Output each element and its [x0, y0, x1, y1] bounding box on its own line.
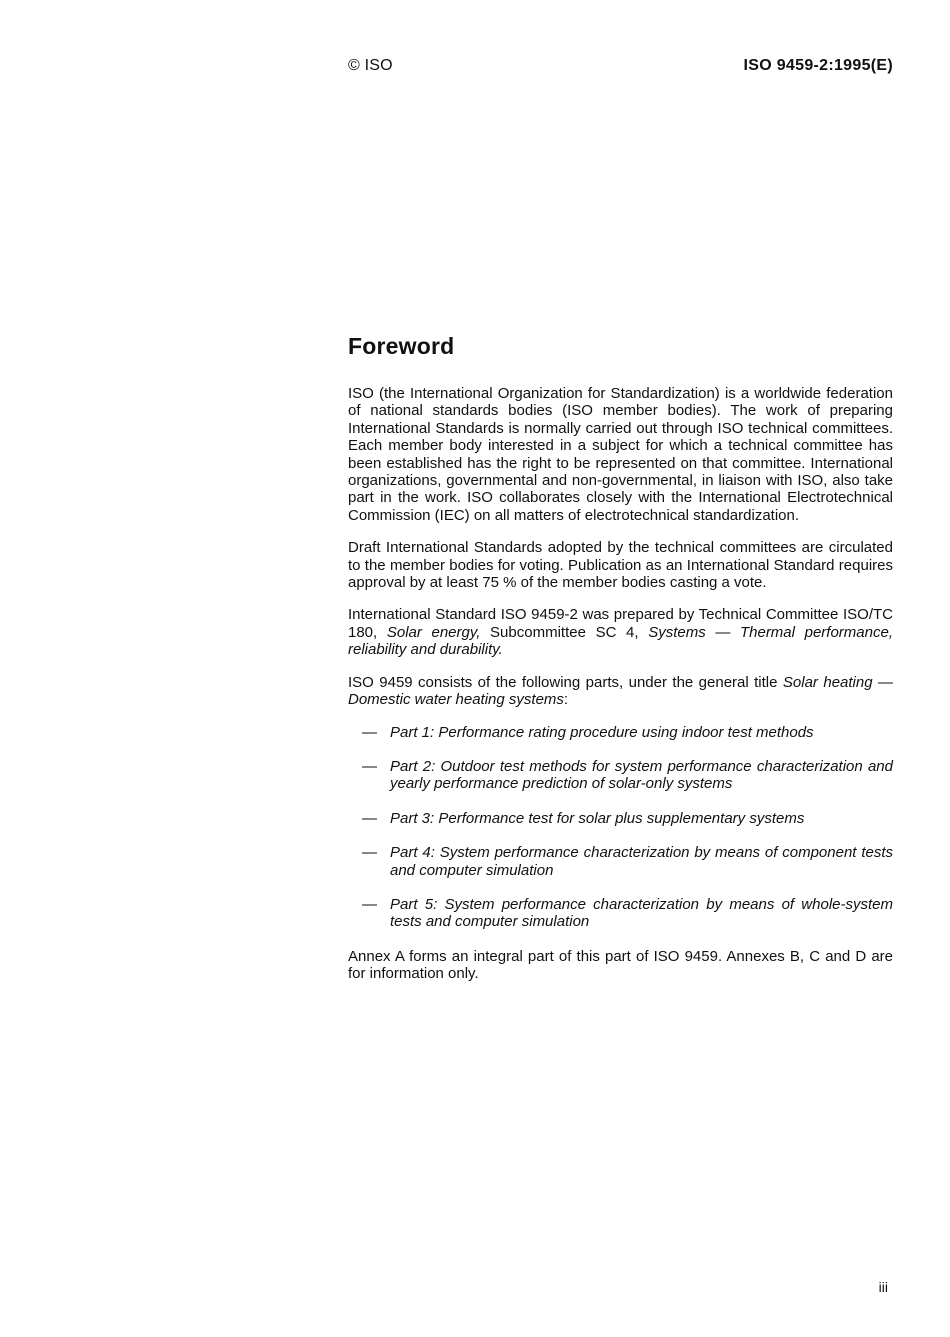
part-text: Part 4: System performance characterization by means of component tests and computer simulation	[390, 844, 893, 879]
part-text: Part 2: Outdoor test methods for system performance characterization and yearly performance prediction of solar-only systems	[390, 757, 893, 793]
list-item	[348, 758, 893, 793]
committee-name: Solar energy,	[386, 623, 481, 641]
list-item	[348, 724, 893, 741]
dash-bullet: —	[362, 844, 377, 862]
subcommittee-text: Subcommittee SC 4,	[480, 623, 649, 641]
prepared-by-text: International Standard ISO 9459-2 was prepared by Technical Committee ISO/TC 180,	[348, 606, 893, 641]
parts-list	[348, 724, 893, 931]
part-text: Part 5: System performance characterization by means of whole-system tests and computer simulation	[390, 895, 893, 931]
dash-bullet: —	[362, 723, 377, 741]
paragraph-annex-note: Annex A forms an integral part of this part of ISO 9459. Annexes B, C and D are for information only.	[348, 947, 893, 983]
foreword-section	[348, 333, 893, 998]
part-text: Part 1: Performance rating procedure using indoor test methods	[390, 723, 814, 741]
general-title: Solar heating — Domestic water heating systems	[348, 673, 893, 709]
copyright-notice: © ISO	[348, 57, 393, 74]
page-number: iii	[878, 1279, 888, 1295]
standard-identifier: ISO 9459-2:1995(E)	[743, 57, 893, 74]
dash-bullet: —	[362, 895, 377, 913]
page-title: Foreword	[348, 333, 455, 359]
parts-intro-text: ISO 9459 consists of the following parts, under the general title	[348, 673, 783, 691]
dash-bullet: —	[362, 809, 377, 827]
dash-bullet: —	[362, 757, 377, 775]
parts-intro-colon: :	[563, 691, 569, 709]
paragraph-parts-intro	[348, 674, 893, 709]
part-text: Part 3: Performance test for solar plus supplementary systems	[390, 809, 805, 827]
paragraph-draft-standards: Draft International Standards adopted by the technical committees are circulated to the member bodies for voting. Publication as an International Standard requires approval by at least 75 % of the member bodies casting a vote.	[348, 539, 893, 592]
paragraph-iso-intro: ISO (the International Organization for Standardization) is a worldwide federation of national standards bodies (ISO member bodies). The work of preparing International Standards is normally carried out through ISO technical committees. Each member body interested in a subject for which a technical committee has been established has the right to be represented on that committee. International organizations, governmental and non-governmental, in liaison with ISO, also take part in the work. ISO collaborates closely with the International Electrotechnical Commission (IEC) on all matters of electrotechnical standardization.	[348, 385, 893, 524]
list-item	[348, 810, 893, 827]
paragraph-prepared-by	[348, 606, 893, 658]
subcommittee-name: Systems — Thermal performance, reliability and durability.	[348, 623, 893, 659]
list-item	[348, 844, 893, 879]
list-item	[348, 896, 893, 931]
